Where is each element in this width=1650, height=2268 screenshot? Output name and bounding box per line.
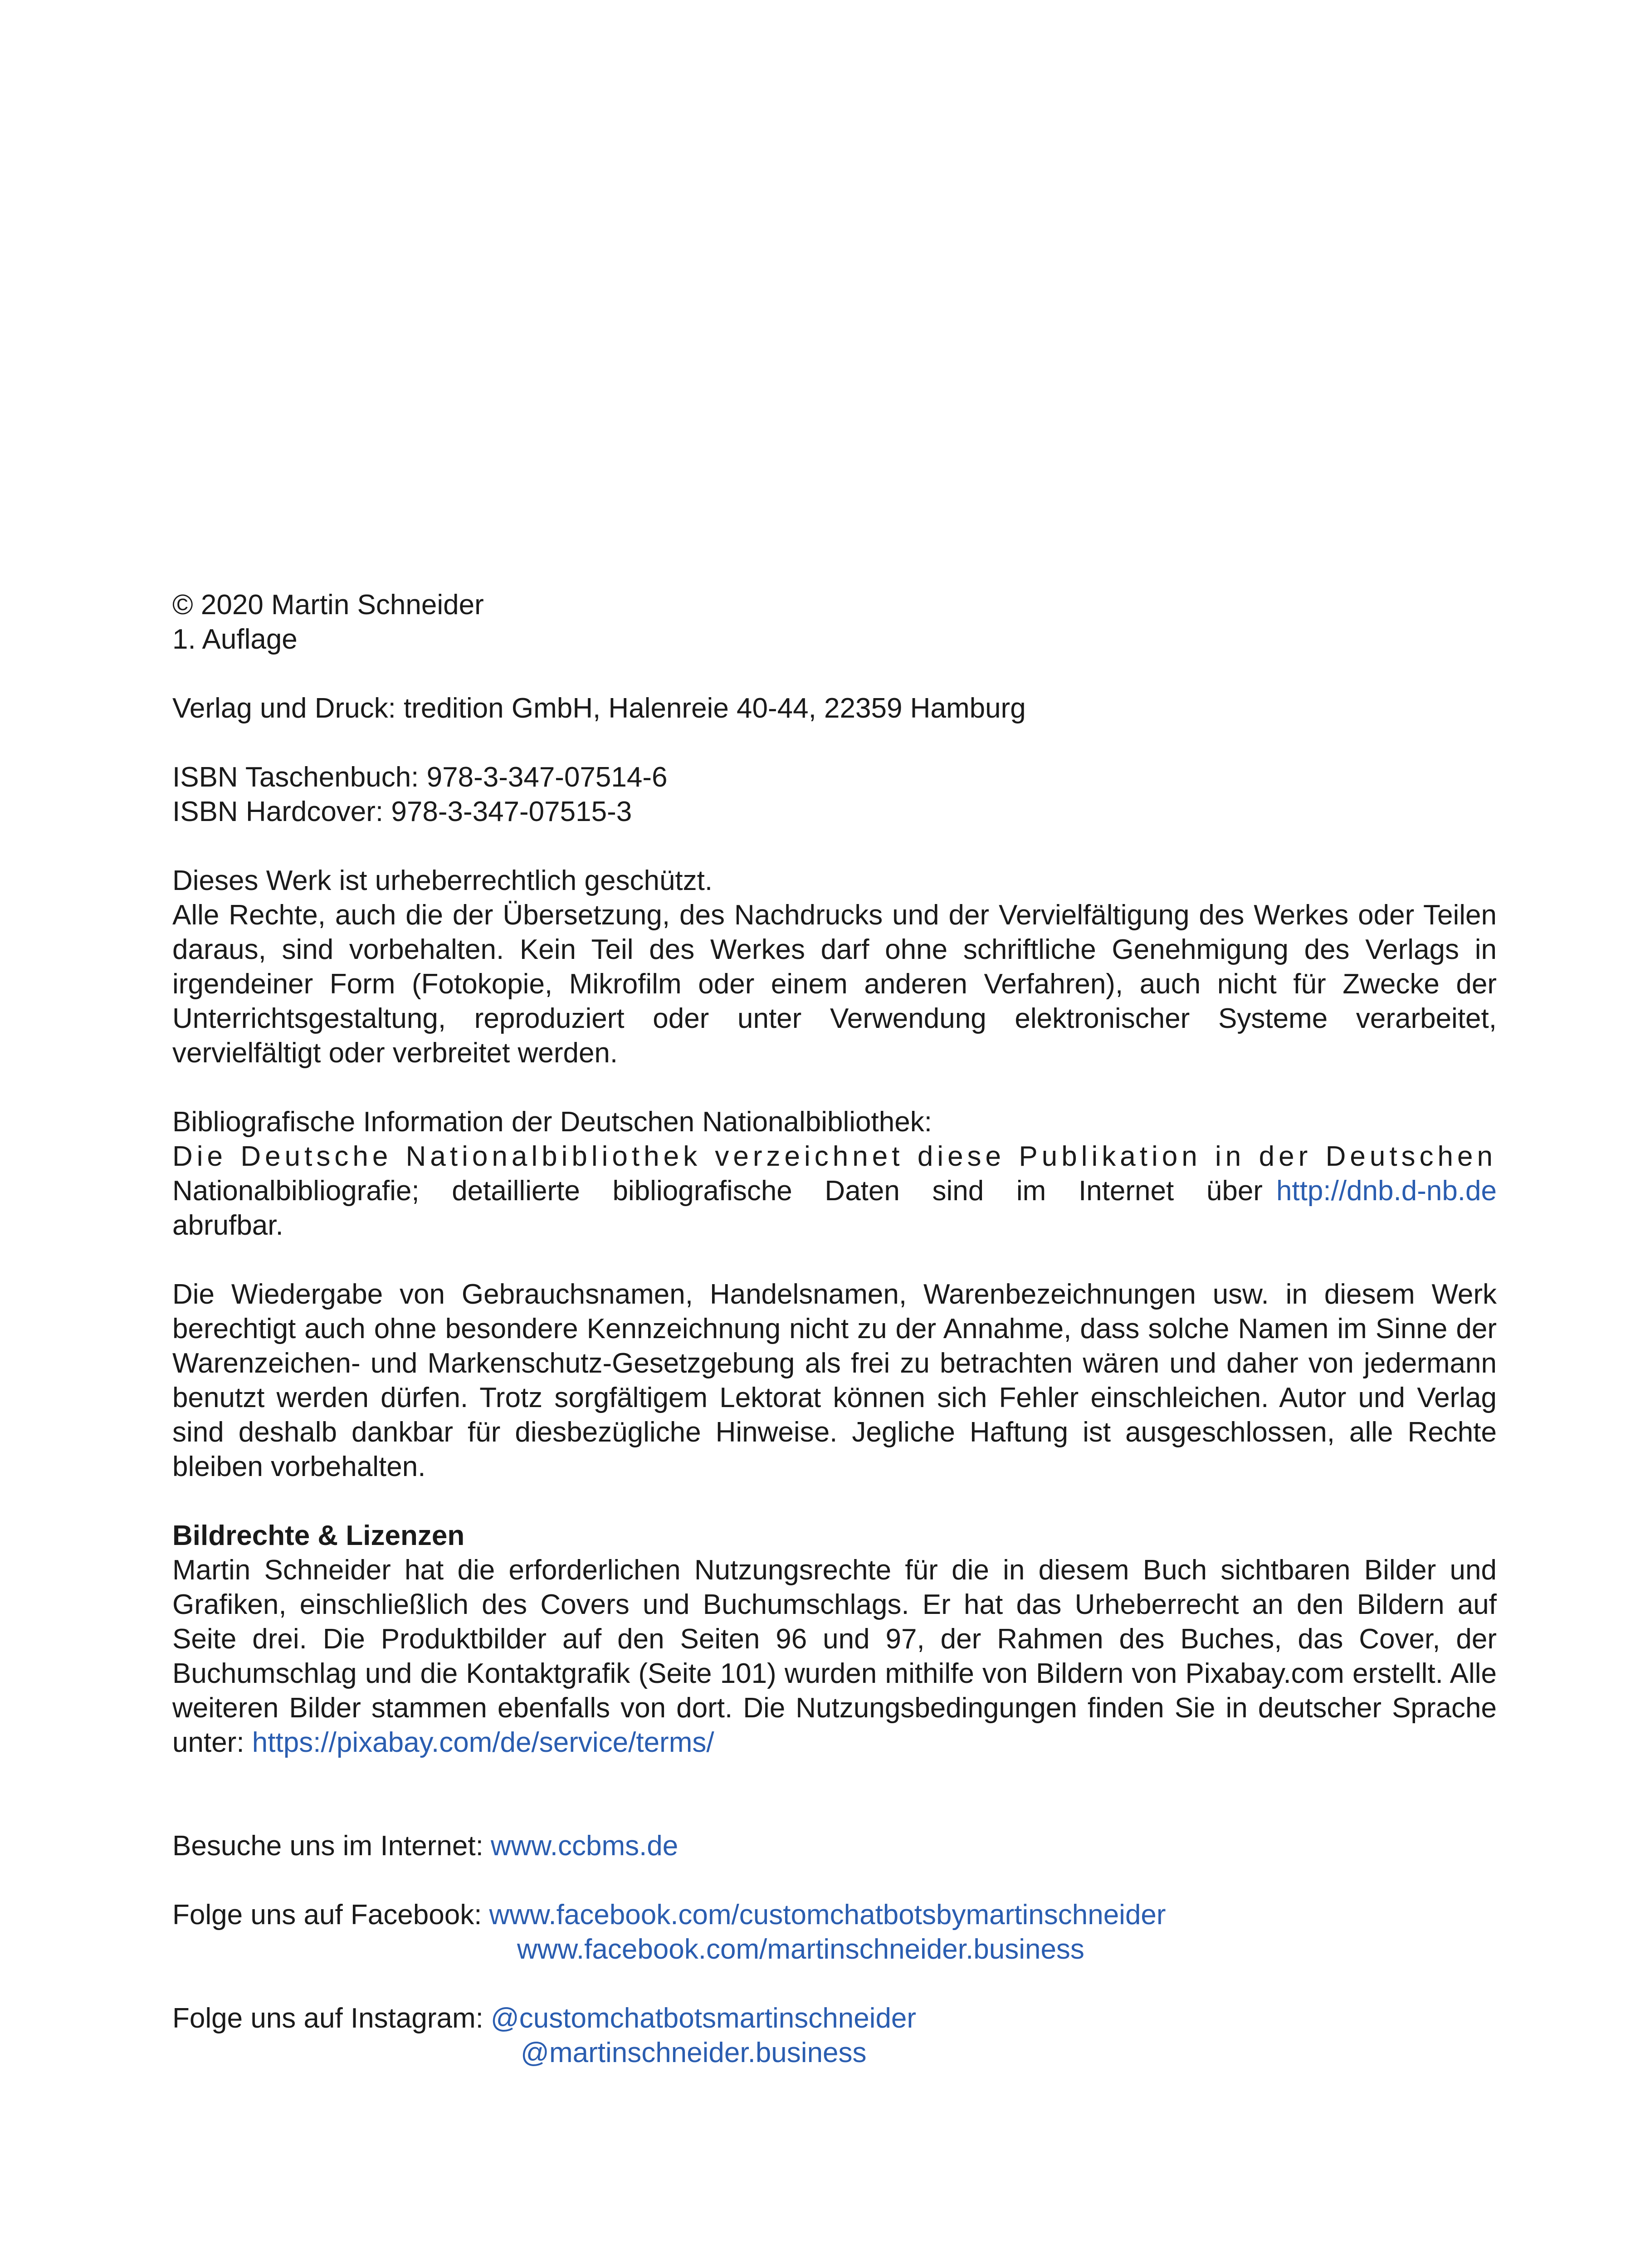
instagram-label: Folge uns auf Instagram:	[172, 2003, 483, 2034]
copyright-notice: Dieses Werk ist urheberrechtlich geschützt.	[172, 865, 713, 896]
copyright-line: © 2020 Martin Schneider	[172, 589, 484, 621]
facebook-link-1[interactable]: www.facebook.com/customchatbotsbymartinschneider	[489, 1899, 1166, 1931]
spacer	[172, 1243, 1497, 1277]
spacer	[172, 657, 1497, 691]
pixabay-terms-link[interactable]: https://pixabay.com/de/service/terms/	[252, 1727, 714, 1758]
image-rights-paragraph	[172, 1553, 1497, 1760]
isbn-paperback: ISBN Taschenbuch: 978-3-347-07514-6	[172, 762, 668, 793]
publisher-line: Verlag und Druck: tredition GmbH, Halenreie 40-44, 22359 Hamburg	[172, 693, 1026, 724]
spacer	[172, 1070, 1497, 1105]
imprint-page	[172, 588, 1497, 2070]
image-rights-heading: Bildrechte & Lizenzen	[172, 1520, 465, 1551]
dnb-link[interactable]: http://dnb.d-nb.de	[1276, 1175, 1497, 1207]
spacer	[172, 1863, 1497, 1898]
instagram-row	[172, 2001, 1497, 2036]
edition-line: 1. Auflage	[172, 624, 298, 655]
spacer	[172, 829, 1497, 864]
biblio-line3: abrufbar.	[172, 1210, 283, 1241]
website-row	[172, 1829, 1497, 1863]
rights-paragraph: Alle Rechte, auch die der Übersetzung, des Nachdrucks und der Vervielfältigung des Werkes oder Teilen daraus, sind vorbehalten. Kein Teil des Werkes darf ohne schriftliche Genehmigung des Verlags in irgendeiner Form (Fotokopie, Mikrofilm oder einem anderen Verfahren), auch nicht für Zwecke der Unterrichtsgestaltung, reproduziert oder unter Verwendung elektronischer Systeme verarbeitet, vervielfältigt oder verbreitet werden.	[172, 899, 1497, 1069]
spacer	[172, 726, 1497, 760]
spacer	[172, 1967, 1497, 2001]
facebook-row	[172, 1898, 1497, 1932]
trademarks-paragraph: Die Wiedergabe von Gebrauchsnamen, Handelsnamen, Warenbezeichnungen usw. in diesem Werk berechtigt auch ohne besondere Kennzeichnung nicht zu der Annahme, dass solche Namen im Sinne der Warenzeichen- und Markenschutz-Gesetzgebung als frei zu betrachten wären und daher von jedermann benutzt werden dürfen. Trotz sorgfältigem Lektorat können sich Fehler einschleichen. Autor und Verlag sind deshalb dankbar für diesbezügliche Hinweise. Jegliche Haftung ist ausgeschlossen, alle Rechte bleiben vorbehalten.	[172, 1279, 1497, 1482]
website-label: Besuche uns im Internet:	[172, 1830, 483, 1862]
biblio-line2-text: Nationalbibliografie; detaillierte bibliografische Daten sind im Internet über	[172, 1175, 1263, 1207]
facebook-label: Folge uns auf Facebook:	[172, 1899, 482, 1931]
spacer	[172, 1484, 1497, 1519]
instagram-link-2[interactable]: @martinschneider.business	[521, 2037, 867, 2068]
biblio-line1: Die Deutsche Nationalbibliothek verzeichnet diese Publikation in der Deutschen	[172, 1141, 1497, 1172]
instagram-link-1[interactable]: @customchatbotsmartinschneider	[490, 2003, 917, 2034]
biblio-title: Bibliografische Information der Deutschen Nationalbibliothek:	[172, 1106, 932, 1138]
image-rights-text: Martin Schneider hat die erforderlichen Nutzungsrechte für die in diesem Buch sichtbaren Bilder und Grafiken, einschließlich des Covers und Buchumschlags. Er hat das Urheberrecht an den Bildern auf Seite drei. Die Produktbilder auf den Seiten 96 und 97, der Rahmen des Buches, das Cover, der Buchumschlag und die Kontaktgrafik (Seite 101) wurden mithilfe von Bildern von Pixabay.com erstellt. Alle weiteren Bilder stammen ebenfalls von dort. Die Nutzungsbedingungen finden Sie in deutscher Sprache unter:	[172, 1554, 1497, 1758]
biblio-line2	[172, 1174, 1497, 1208]
isbn-hardcover: ISBN Hardcover: 978-3-347-07515-3	[172, 796, 632, 827]
spacer	[172, 1760, 1497, 1829]
facebook-link-2[interactable]: www.facebook.com/martinschneider.business	[517, 1934, 1084, 1965]
website-link[interactable]: www.ccbms.de	[490, 1830, 679, 1862]
